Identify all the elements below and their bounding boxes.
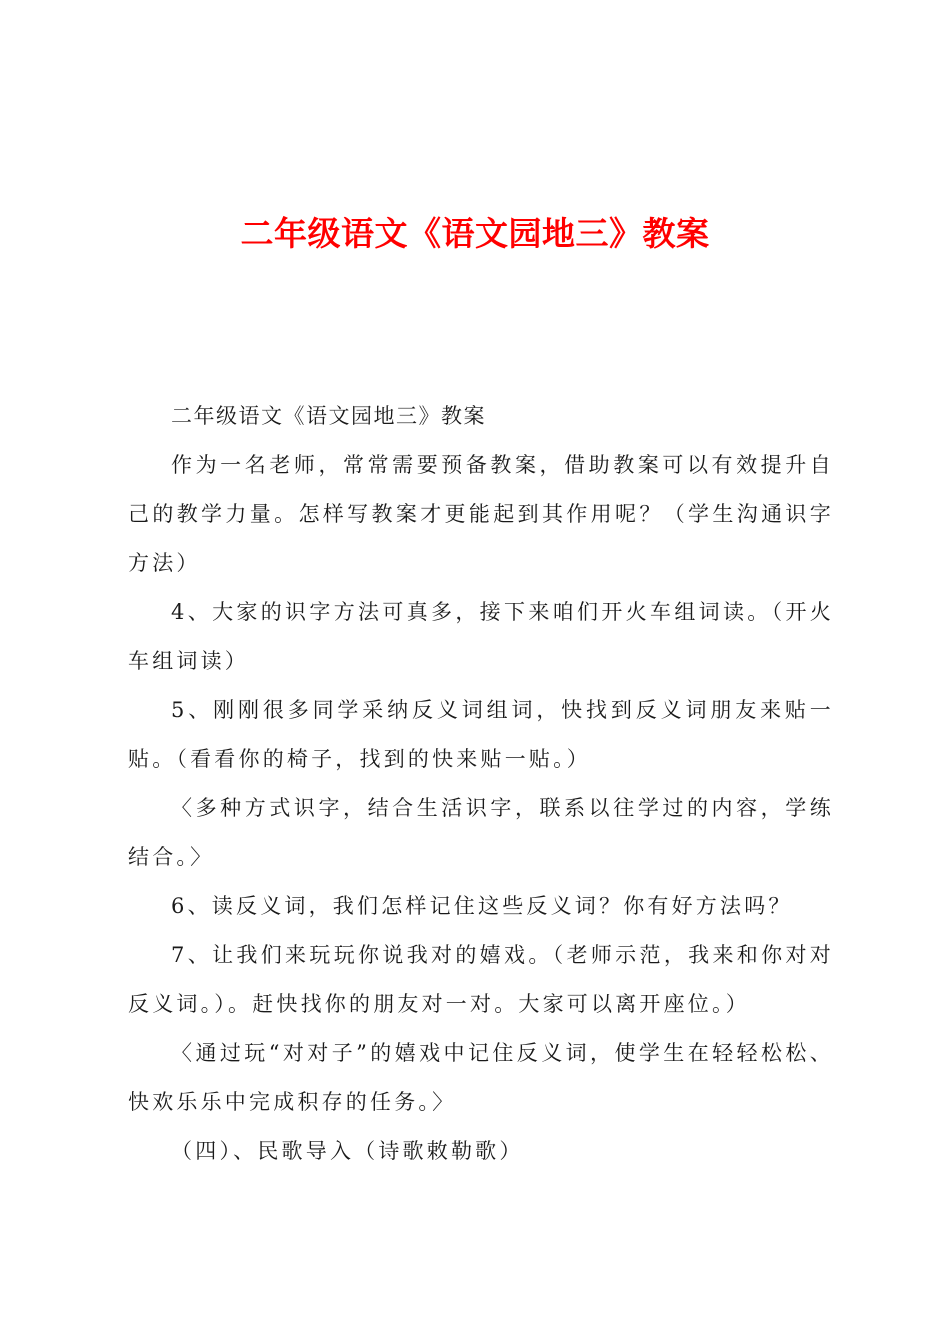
page-title: 二年级语文《语文园地三》教案 [240,214,710,253]
intro-paragraph: 作为一名老师，常常需要预备教案，借助教案可以有效提升自己的教学力量。怎样写教案才更能起到其作用呢？（学生沟通识字方法） [128,453,834,575]
document-body [128,392,834,1176]
step-4-paragraph: 4、大家的识字方法可真多，接下来咱们开火车组词读。（开火车组词读） [128,600,834,673]
subtitle-paragraph: 二年级语文《语文园地三》教案 [171,404,487,428]
note-paragraph-1: 〈多种方式识字，结合生活识字，联系以往学过的内容，学练结合。〉 [128,796,834,869]
note-paragraph-2: 〈通过玩“对对子”的嬉戏中记住反义词，使学生在轻轻松松、快欢乐乐中完成积存的任务。〉 [128,1041,834,1114]
section-4-heading: （四）、民歌导入（诗歌敕勒歌） [171,1139,524,1163]
step-6-paragraph: 6、读反义词，我们怎样记住这些反义词？你有好方法吗？ [171,894,793,918]
step-5-paragraph: 5、刚刚很多同学采纳反义词组词，快找到反义词朋友来贴一贴。（看看你的椅子，找到的快来贴一贴。） [128,698,834,771]
step-7-paragraph: 7、让我们来玩玩你说我对的嬉戏。（老师示范，我来和你对对反义词。）。赶快找你的朋友对一对。大家可以离开座位。） [128,943,834,1016]
